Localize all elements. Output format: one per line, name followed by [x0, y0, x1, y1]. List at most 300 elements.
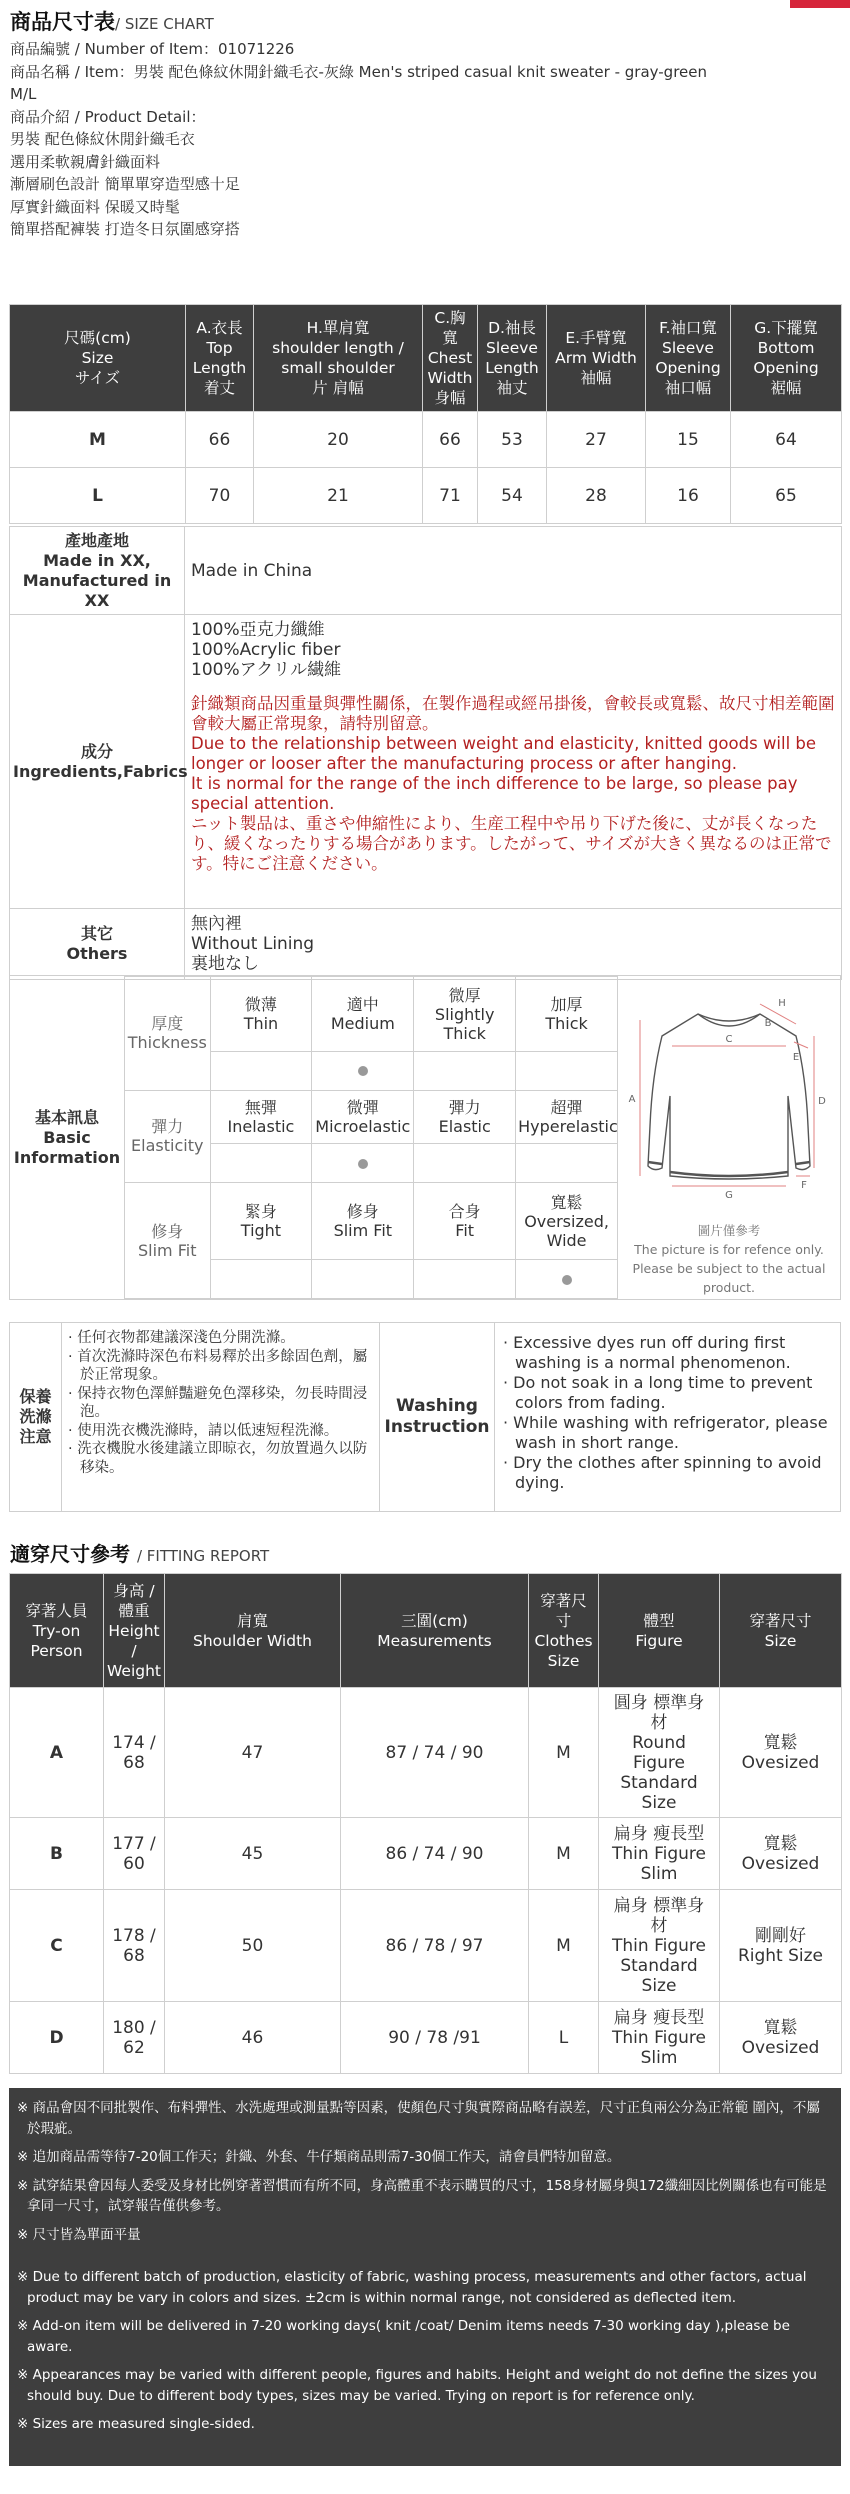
size-label: M: [10, 412, 186, 468]
attribute-grid: [125, 976, 618, 1299]
label-text: Others: [66, 944, 128, 963]
marker-cell: [312, 1052, 414, 1091]
item-text: 使用洗衣機洗滌時，請以低速短程洗滌。: [77, 1422, 339, 1439]
option-tight: [210, 1183, 312, 1260]
note-text: 圖片僅參考: [697, 1223, 761, 1238]
others-line: 無內裡: [191, 914, 242, 934]
option-text: 超彈: [550, 1098, 583, 1118]
marker-cell: [210, 1260, 312, 1299]
figure-text: Slim: [640, 2047, 678, 2068]
option-text: Inelastic: [227, 1117, 295, 1137]
header-text: Height: [108, 1621, 160, 1640]
diagram-letter-a: A: [628, 1094, 636, 1105]
diagram-letter-g: G: [725, 1190, 733, 1201]
note-zh: ※ 尺寸皆為單面平量: [17, 2226, 141, 2243]
header-text: Length: [192, 359, 247, 377]
product-info-table: [9, 526, 842, 980]
note-zh: ※ 追加商品需等待7-20個工作天；針織、外套、牛仔類商品則需7-30個工作天，請會員們特加留意。: [17, 2149, 621, 2165]
washing-zh-item: · 任何衣物都建議深淺色分開洗滌。: [68, 1330, 295, 1346]
fit-options: [125, 1183, 618, 1260]
option-text: 寬鬆: [550, 1192, 583, 1212]
washing-title: [380, 1323, 495, 1511]
header-text: 尺碼(cm): [64, 329, 131, 347]
note-zh: ※ 試穿結果會因每人委受及身材比例穿著習慣而有所不同，身高體重不表示購買的尺寸，158身材屬身與172纖細因比例關係也有可能是拿同一尺寸，試穿報告僅供參考。: [17, 2177, 827, 2214]
label-text: Basic: [43, 1127, 91, 1147]
header-text: 袖幅: [580, 369, 612, 387]
diagram-note: [618, 1221, 840, 1297]
note-text: The picture is for refence only.: [634, 1242, 824, 1257]
option-text: Tight: [240, 1221, 282, 1241]
page-title: 商品尺寸表: [10, 10, 115, 34]
header-text: small shoulder: [281, 359, 395, 377]
size-chart-header: [10, 6, 840, 241]
size-value: 21: [254, 468, 423, 524]
header-measurements: [341, 1574, 529, 1688]
option-text: 緊身: [244, 1202, 277, 1222]
clothes-size: L: [529, 2002, 599, 2074]
label-text: Slim Fit: [138, 1240, 197, 1260]
option-slim-fit: [312, 1183, 414, 1260]
header-text: /: [131, 1641, 137, 1660]
marker-cell: [516, 1144, 618, 1183]
figure-text: Thin Figure: [612, 1843, 706, 1864]
size-value: 27: [547, 412, 646, 468]
fitting-row-b: [10, 1818, 842, 1890]
header-text: 穿著人員: [25, 1601, 88, 1620]
size-table-header: [10, 305, 842, 412]
hw-text: 174 /: [112, 1732, 156, 1753]
fitting-title-en: / FITTING REPORT: [136, 1547, 270, 1565]
label-text: 彈力: [151, 1117, 184, 1137]
header-text: Figure: [635, 1631, 683, 1650]
warning-zh: 針織類商品因重量與彈性關係，在製作過程或經吊掛後，會較長或寬鬆、故尺寸相差範圍會較大屬正常現象，請特別留意。: [191, 694, 835, 733]
header-shoulder-length: [254, 305, 423, 412]
figure-text: Standard: [620, 1955, 698, 1976]
header-text: 袖丈: [496, 379, 528, 397]
header-text: 着丈: [203, 379, 235, 397]
item-text: 任何衣物都建議深淺色分開洗滌。: [77, 1330, 295, 1346]
fit-text: Ovesized: [741, 1752, 820, 1773]
option-text: Fit: [455, 1221, 475, 1241]
marker-cell: [516, 1260, 618, 1299]
option-hyperelastic: [516, 1090, 618, 1144]
fit-text: 剛剛好: [755, 1925, 806, 1946]
washing-zh-item: · 保持衣物色澤鮮豔避免色澤移染，勿長時間浸泡。: [68, 1385, 368, 1420]
size-table: [9, 304, 842, 524]
person: D: [10, 2002, 104, 2074]
figure-text: 扁身 標準身: [613, 1895, 705, 1916]
hw-text: 68: [123, 1752, 145, 1773]
ingredients-content: [185, 615, 842, 909]
fitting-row-a: [10, 1688, 842, 1818]
fitting-row-d: [10, 2002, 842, 2074]
header-text: Bottom: [757, 339, 815, 357]
marker-cell: [516, 1052, 618, 1091]
header-text: Weight: [107, 1661, 162, 1680]
option-text: Slightly: [434, 1004, 495, 1024]
header-text: D.袖長: [488, 319, 536, 337]
option-text: 修身: [346, 1202, 379, 1222]
ingredient-line: 100%アクリル繊維: [191, 660, 342, 680]
header-text: 三圍(cm): [401, 1611, 468, 1630]
fit-size: [720, 1688, 842, 1818]
washing-zh-item: · 洗衣機脫水後建議立即晾衣，勿放置過久以防移染。: [68, 1441, 368, 1476]
label-text: 洗滌: [19, 1407, 52, 1426]
header-text: サイズ: [74, 369, 121, 387]
header-text: 袖口幅: [664, 379, 712, 397]
header-text: Size: [547, 1651, 580, 1670]
option-oversized: [516, 1183, 618, 1260]
washing-en-item: · Dry the clothes after spinning to avoid dying.: [503, 1453, 822, 1492]
fit-text: Ovesized: [741, 2037, 820, 2058]
fit-size: [720, 2002, 842, 2074]
label-text: 注意: [19, 1427, 52, 1446]
shoulder: 46: [165, 2002, 341, 2074]
selected-dot: [562, 1275, 572, 1285]
header-text: G.下擺寬: [754, 319, 818, 337]
marker-cell: [312, 1144, 414, 1183]
thickness-options: [125, 977, 618, 1052]
washing-en: [495, 1323, 840, 1511]
note-text: product.: [702, 1280, 756, 1295]
item-text: While washing with refrigerator, please wash in short range.: [513, 1413, 828, 1452]
fitting-report-title: [10, 1538, 269, 1567]
others-label: [10, 909, 185, 980]
option-text: Elastic: [438, 1117, 491, 1137]
sweater-diagram: [618, 976, 840, 1299]
header-text: C.胸: [434, 309, 466, 327]
basic-info-label: [10, 976, 125, 1299]
item-text: Do not soak in a long time to prevent colors from fading.: [513, 1373, 813, 1412]
clothes-size: M: [529, 1818, 599, 1890]
size-value: 66: [186, 412, 254, 468]
label-text: 保養: [19, 1387, 52, 1406]
header-bottom-opening: [731, 305, 842, 412]
header-text: 片 肩幅: [312, 379, 364, 397]
size-row-m: [10, 412, 842, 468]
product-detail-line: 選用柔軟親膚針織面料: [10, 152, 161, 171]
shoulder: 47: [165, 1688, 341, 1818]
option-text: Microelastic: [315, 1117, 411, 1137]
origin-row: [10, 527, 842, 615]
option-elastic: [414, 1090, 516, 1144]
label-text: 修身: [151, 1221, 184, 1241]
header-text: Try-on: [32, 1621, 81, 1640]
label-text: Manufactured in: [22, 570, 172, 590]
header-person: [10, 1574, 104, 1688]
item-text: 保持衣物色澤鮮豔避免色澤移染，勿長時間浸泡。: [77, 1385, 368, 1420]
product-detail-label: 商品介紹 / Product Detail：: [10, 107, 206, 126]
option-text: 彈力: [448, 1098, 481, 1118]
size-value: 70: [186, 468, 254, 524]
note-text: Please be subject to the actual: [632, 1261, 826, 1276]
warning-en: Due to the relationship between weight and elasticity, knitted goods will be longer or looser after the manufacturing process or after hanging.: [191, 734, 817, 773]
washing-en-item: · Excessive dyes run off during first washing is a normal phenomenon.: [503, 1333, 791, 1372]
measurements: 87 / 74 / 90: [341, 1688, 529, 1818]
washing-en-item: · Do not soak in a long time to prevent colors from fading.: [503, 1373, 813, 1412]
clothes-size: M: [529, 1688, 599, 1818]
size-value: 54: [478, 468, 547, 524]
header-text: Opening: [655, 359, 721, 377]
header-shoulder: [165, 1574, 341, 1688]
note-en: ※ Sizes are measured single-sided.: [17, 2416, 255, 2432]
product-detail-line: 男裝 配色條紋休閒針織毛衣: [10, 130, 195, 148]
fit-label: [125, 1183, 210, 1299]
option-text: 適中: [346, 995, 379, 1015]
selected-dot: [358, 1066, 368, 1076]
option-text: Hyperelastic: [518, 1117, 618, 1137]
product-details: [10, 38, 840, 241]
option-text: Wide: [546, 1230, 587, 1250]
selected-dot: [358, 1159, 368, 1169]
measurements: 86 / 78 / 97: [341, 1890, 529, 2002]
header-size: [10, 305, 186, 412]
header-text: 體型: [643, 1611, 675, 1630]
clothes-size: M: [529, 1890, 599, 2002]
hw-text: 60: [123, 1853, 145, 1874]
figure-text: Slim: [640, 1863, 678, 1884]
header-text: Size: [764, 1631, 797, 1650]
height-weight: [104, 1890, 165, 2002]
washing-instruction: [9, 1322, 841, 1512]
header-text: 肩寬: [236, 1611, 268, 1630]
others-line: 裏地なし: [191, 954, 259, 974]
label-text: Ingredients,Fabrics: [13, 761, 188, 781]
others-content: [185, 909, 842, 980]
diagram-letter-c: C: [725, 1034, 733, 1045]
marker-cell: [210, 1052, 312, 1091]
label-text: Information: [13, 1147, 121, 1167]
option-text: 加厚: [550, 995, 583, 1015]
size-value: 64: [731, 412, 842, 468]
others-line: Without Lining: [191, 934, 315, 954]
option-text: 合身: [448, 1202, 481, 1222]
page-subtitle: / SIZE CHART: [115, 15, 214, 33]
label-text: Instruction: [384, 1417, 490, 1437]
measurements: 90 / 78 /91: [341, 2002, 529, 2074]
elasticity-options: [125, 1090, 618, 1144]
header-sleeve-opening: [646, 305, 731, 412]
header-text: H.單肩寬: [306, 319, 370, 337]
person: A: [10, 1688, 104, 1818]
header-text: Width: [427, 369, 473, 387]
header-text: Top: [206, 339, 233, 357]
option-inelastic: [210, 1090, 312, 1144]
label-text: Elasticity: [131, 1136, 204, 1156]
size-value: 71: [423, 468, 478, 524]
hw-text: 68: [123, 1945, 145, 1966]
header-figure: [599, 1574, 720, 1688]
item-text: 洗衣機脫水後建議立即晾衣，勿放置過久以防移染。: [77, 1441, 368, 1476]
hw-text: 62: [123, 2037, 145, 2058]
header-height-weight: [104, 1574, 165, 1688]
header-text: Sleeve: [662, 339, 714, 357]
option-text: Medium: [330, 1014, 395, 1034]
height-weight: [104, 2002, 165, 2074]
option-text: 微薄: [244, 995, 277, 1015]
size-row-l: [10, 468, 842, 524]
figure-text: 材: [650, 1712, 668, 1733]
figure: [599, 2002, 720, 2074]
origin-label: [10, 527, 185, 615]
product-detail-line: 厚實針織面料 保暖又時髦: [10, 197, 180, 216]
option-slightly-thick: [414, 977, 516, 1052]
marker-cell: [210, 1144, 312, 1183]
size-value: 16: [646, 468, 731, 524]
note-en: ※ Appearances may be varied with different people, figures and habits. Height and weight do not define the sizes you should buy. Due to different body types, sizes may be varied. Trying on report is for reference only.: [17, 2367, 817, 2404]
person: B: [10, 1818, 104, 1890]
item-text: Excessive dyes run off during first washing is a normal phenomenon.: [513, 1333, 791, 1372]
size-value: 65: [731, 468, 842, 524]
header-arm-width: [547, 305, 646, 412]
note-en: ※ Add-on item will be delivered in 7-20 working days( knit /coat/ Denim items needs 7-30 working day ),please be aware.: [17, 2318, 790, 2355]
header-text: 體重: [118, 1601, 150, 1620]
size-value: 20: [254, 412, 423, 468]
notes-gap: [17, 2253, 833, 2267]
sweater-measurement-diagram: [618, 976, 840, 1216]
washing-zh-item: · 使用洗衣機洗滌時，請以低速短程洗滌。: [68, 1422, 339, 1439]
washing-en-item: · While washing with refrigerator, please wash in short range.: [503, 1413, 828, 1452]
marker-cell: [414, 1052, 516, 1091]
fit-text: 寬鬆: [763, 1732, 798, 1753]
product-detail-line: 簡單搭配褲裝 打造冬日氛圍感穿搭: [10, 220, 240, 238]
label-text: Washing: [396, 1396, 478, 1416]
warning-ja: ニット製品は、重さや伸縮性により、生産工程中や吊り下げた後に、丈が長くなったり、緩くなったりする場合があります。したがって、サイズが大きく異なるのは正常です。特にご注意ください。: [191, 814, 832, 873]
item-sizes: M/L: [10, 85, 37, 103]
size-value: 66: [423, 412, 478, 468]
item-name: 商品名稱 / Item：男裝 配色條紋休閒針織毛衣-灰綠 Men's striped casual knit sweater - gray-green: [10, 62, 707, 81]
header-text: Opening: [753, 359, 819, 377]
item-number: 商品編號 / Number of Item：01071226: [10, 40, 295, 58]
figure-text: 扁身 瘦長型: [613, 1823, 705, 1844]
header-text: Clothes: [534, 1631, 593, 1650]
size-label: L: [10, 468, 186, 524]
fit-text: 寬鬆: [763, 1833, 798, 1854]
fitting-row-c: [10, 1890, 842, 2002]
option-fit: [414, 1183, 516, 1260]
option-thick: [516, 977, 618, 1052]
option-text: Thick: [443, 1023, 486, 1043]
option-text: 微彈: [346, 1098, 379, 1118]
fitting-header: [10, 1574, 842, 1688]
option-text: Slim Fit: [333, 1221, 393, 1241]
label-text: Made in XX,: [43, 550, 151, 570]
header-text: 寸: [555, 1611, 572, 1630]
fitting-table: [9, 1573, 842, 2074]
notes-panel: [9, 2088, 841, 2466]
label-text: Thickness: [127, 1033, 207, 1053]
height-weight: [104, 1688, 165, 1818]
washing-zh: [62, 1323, 380, 1511]
figure-text: Size: [641, 1792, 677, 1813]
option-text: 微厚: [448, 985, 481, 1005]
header-clothes-size: [529, 1574, 599, 1688]
ingredient-line: 100%Acrylic fiber: [191, 640, 341, 660]
marker-cell: [414, 1260, 516, 1299]
header-sleeve-length: [478, 305, 547, 412]
header-text: 身幅: [434, 389, 466, 407]
hw-text: 177 /: [112, 1833, 156, 1854]
note-zh: ※ 商品會因不同批製作、布料彈性、水洗處理或測量點等因素，使顏色尺寸與實際商品略有誤差，尺寸正負兩公分為正常範 圍內，不屬於瑕疵。: [17, 2100, 820, 2137]
header-text: Measurements: [377, 1631, 492, 1650]
figure-text: Figure: [633, 1752, 685, 1773]
ingredients-row: [10, 615, 842, 909]
figure-text: 圓身 標準身: [613, 1692, 705, 1713]
header-text: 身高 /: [113, 1581, 155, 1600]
header-text: F.袖口寬: [659, 319, 717, 337]
washing-label: [10, 1323, 62, 1511]
option-microelastic: [312, 1090, 414, 1144]
option-medium: [312, 977, 414, 1052]
fit-text: Ovesized: [741, 1853, 820, 1874]
height-weight: [104, 1818, 165, 1890]
elasticity-label: [125, 1090, 210, 1182]
header-text: E.手臂寬: [565, 329, 627, 347]
header-chest-width: [423, 305, 478, 412]
header-text: Shoulder Width: [193, 1631, 312, 1650]
figure: [599, 1688, 720, 1818]
option-text: Thin: [243, 1014, 279, 1034]
figure-text: 材: [650, 1915, 668, 1936]
figure-text: 扁身 瘦長型: [613, 2007, 705, 2028]
fit-size: [720, 1890, 842, 2002]
header-text: Person: [30, 1641, 83, 1660]
note-en: ※ Due to different batch of production, elasticity of fabric, washing process, measurements and other factors, actual product may be vary in colors and sizes. ±2cm is within normal range, not considered as deflected item.: [17, 2269, 807, 2306]
fit-text: 寬鬆: [763, 2017, 798, 2038]
figure-text: Thin Figure: [612, 2027, 706, 2048]
shoulder: 50: [165, 1890, 341, 2002]
warning-en: It is normal for the range of the inch difference to be large, so please pay special attention.: [191, 774, 798, 813]
figure-text: Thin Figure: [612, 1935, 706, 1956]
marker-cell: [312, 1260, 414, 1299]
product-detail-line: 漸層刷色設計 簡單單穿造型感十足: [10, 175, 240, 193]
size-value: 15: [646, 412, 731, 468]
washing-zh-item: · 首次洗滌時深色布料易釋於出多餘固色劑，屬於正常現象。: [68, 1348, 368, 1383]
fit-size: [720, 1818, 842, 1890]
header-text: 寬: [442, 329, 458, 347]
measurements: 86 / 74 / 90: [341, 1818, 529, 1890]
header-text: Sleeve: [486, 339, 538, 357]
knit-warning: [191, 694, 835, 874]
label-text: 產地產地: [64, 530, 129, 550]
figure: [599, 1890, 720, 2002]
label-text: 成分: [80, 741, 113, 761]
diagram-letter-e: E: [792, 1052, 800, 1063]
diagram-letter-b: B: [764, 1018, 772, 1029]
diagram-letter-h: H: [778, 998, 786, 1009]
header-text: 穿著尺: [540, 1591, 587, 1610]
title-row: [10, 6, 840, 36]
option-text: Oversized,: [524, 1211, 609, 1231]
header-text: Arm Width: [555, 349, 637, 367]
label-text: 厚度: [151, 1014, 184, 1034]
size-value: 53: [478, 412, 547, 468]
others-row: [10, 909, 842, 980]
label-text: XX: [84, 590, 110, 610]
origin-value: Made in China: [185, 527, 842, 615]
thickness-label: [125, 977, 210, 1091]
ingredients-label: [10, 615, 188, 909]
header-text: Size: [81, 349, 114, 367]
person: C: [10, 1890, 104, 2002]
hw-text: 178 /: [112, 1925, 156, 1946]
hw-text: 180 /: [112, 2017, 156, 2038]
option-text: 無彈: [244, 1098, 277, 1118]
header-text: shoulder length /: [272, 339, 404, 357]
marker-cell: [414, 1144, 516, 1183]
header-text: 裾幅: [770, 379, 802, 397]
label-text: 其它: [80, 924, 113, 943]
